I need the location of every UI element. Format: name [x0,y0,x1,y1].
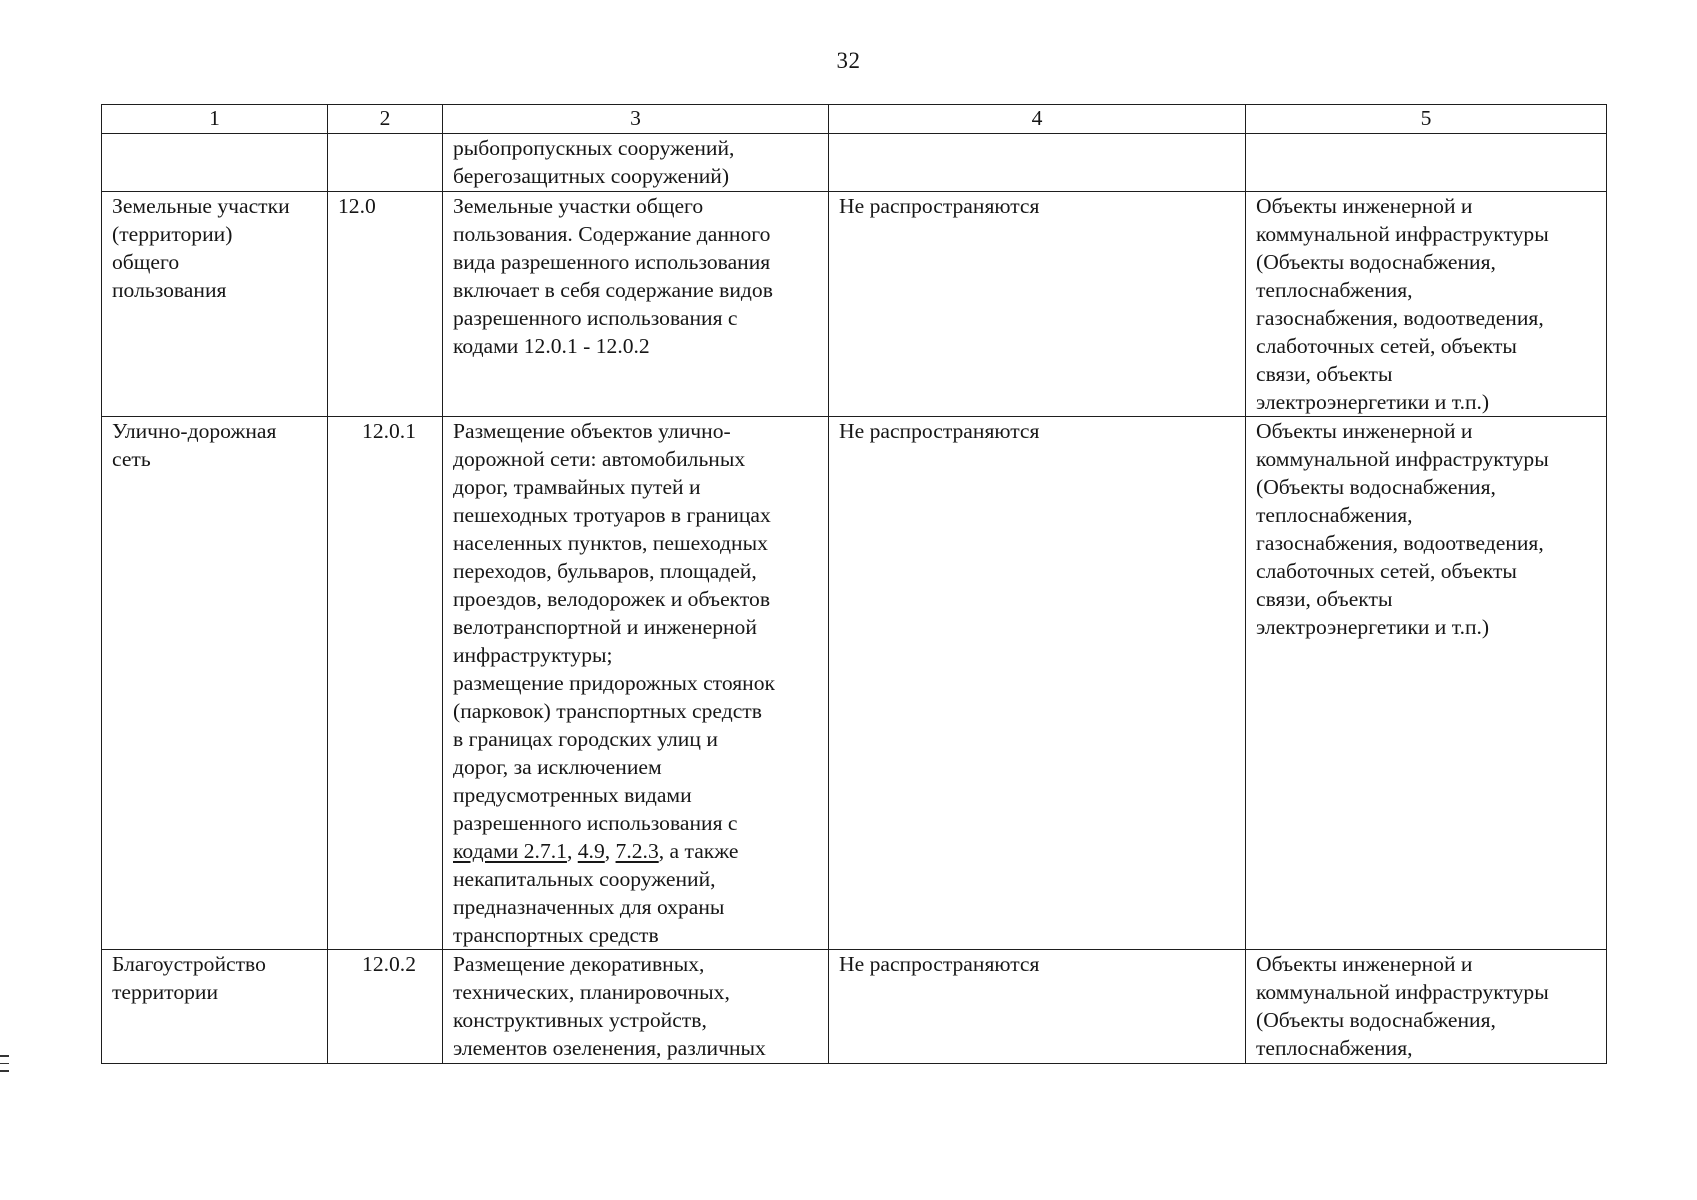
objects-line: связи, объекты [1256,587,1393,611]
description-line: берегозащитных сооружений) [453,164,730,188]
header-row [102,105,1607,134]
objects-line: (Объекты водоснабжения, [1256,250,1496,274]
table-row [102,192,1607,417]
description-line: населенных пунктов, пешеходных [453,531,768,555]
table-row [102,417,1607,950]
objects-line: Объекты инженерной и [1256,419,1473,443]
objects-line: коммунальной инфраструктуры [1256,447,1549,471]
description-cell [443,134,829,192]
name-line: (территории) [112,222,233,246]
restriction-cell [829,134,1246,192]
description-line: транспортных средств [453,923,659,947]
objects-cell [1246,134,1607,192]
objects-line: Объекты инженерной и [1256,952,1473,976]
name-cell [102,950,328,1064]
description-line: технических, планировочных, [453,980,730,1004]
header-col-2: 2 [328,105,443,134]
code-reference-link[interactable]: 4.9 [577,839,605,863]
description-line: предусмотренных видами [453,783,692,807]
description-cell [443,192,829,417]
objects-line: (Объекты водоснабжения, [1256,475,1496,499]
description-line: дорог, за исключением [453,755,662,779]
description-cell [443,950,829,1064]
name-line: территории [112,980,219,1004]
objects-line: теплоснабжения, [1256,278,1413,302]
name-line: общего [112,250,180,274]
scan-mark [0,1055,9,1057]
name-line: пользования [112,278,227,302]
objects-line: (Объекты водоснабжения, [1256,1008,1496,1032]
code-cell [328,134,443,192]
description-line: дорог, трамвайных путей и [453,475,701,499]
name-cell [102,417,328,950]
description-line: дорожной сети: автомобильных [453,447,746,471]
code-cell: 12.0.2 [328,950,443,1064]
name-cell [102,192,328,417]
name-line: Улично-дорожная [112,419,277,443]
description-line: предназначенных для охраны [453,895,725,919]
description-line: кодами 12.0.1 - 12.0.2 [453,334,650,358]
ref-tail: , а также [658,839,739,863]
objects-line: теплоснабжения, [1256,503,1413,527]
description-refs-line [453,837,818,865]
restriction-cell: Не распространяются [829,417,1246,950]
page-number: 32 [836,48,861,73]
code-reference-link[interactable]: кодами 2.7.1 [453,839,567,863]
description-line: переходов, бульваров, площадей, [453,559,757,583]
description-cell [443,417,829,950]
objects-line: электроэнергетики и т.п.) [1256,390,1490,414]
description-line: элементов озеленения, различных [453,1036,766,1060]
land-use-table [101,104,1607,1064]
objects-line: электроэнергетики и т.п.) [1256,615,1490,639]
continuation-row [102,134,1607,192]
ref-separator: , [604,839,616,863]
table-row [102,950,1607,1064]
description-line: некапитальных сооружений, [453,867,716,891]
code-cell: 12.0.1 [328,417,443,950]
scan-mark [0,1070,9,1072]
description-line: Земельные участки общего [453,194,704,218]
objects-line: коммунальной инфраструктуры [1256,222,1549,246]
objects-line: связи, объекты [1256,362,1393,386]
description-line: в границах городских улиц и [453,727,718,751]
ref-separator: , [566,839,578,863]
restriction-cell: Не распространяются [829,192,1246,417]
name-line: Благоустройство [112,952,266,976]
name-line: Земельные участки [112,194,290,218]
objects-line: Объекты инженерной и [1256,194,1473,218]
description-line: (парковок) транспортных средств [453,699,762,723]
objects-line: газоснабжения, водоотведения, [1256,306,1544,330]
description-line: инфраструктуры; [453,643,613,667]
objects-line: теплоснабжения, [1256,1036,1413,1060]
header-col-1: 1 [102,105,328,134]
objects-line: слаботочных сетей, объекты [1256,559,1517,583]
name-cell [102,134,328,192]
code-reference-link[interactable]: 7.2.3 [615,839,659,863]
description-line: включает в себя содержание видов [453,278,773,302]
restriction-cell: Не распространяются [829,950,1246,1064]
scan-mark [0,1063,9,1065]
objects-line: газоснабжения, водоотведения, [1256,531,1544,555]
header-col-3: 3 [443,105,829,134]
description-line: Размещение объектов улично- [453,419,731,443]
objects-cell [1246,950,1607,1064]
description-line: пользования. Содержание данного [453,222,771,246]
description-line: размещение придорожных стоянок [453,671,775,695]
description-line: разрешенного использования с [453,306,738,330]
description-line: Размещение декоративных, [453,952,705,976]
header-col-5: 5 [1246,105,1607,134]
code-cell: 12.0 [328,192,443,417]
description-line: пешеходных тротуаров в границах [453,503,771,527]
description-line: проездов, велодорожек и объектов [453,587,771,611]
name-line: сеть [112,447,151,471]
description-line: разрешенного использования с [453,811,738,835]
objects-line: коммунальной инфраструктуры [1256,980,1549,1004]
objects-line: слаботочных сетей, объекты [1256,334,1517,358]
description-line: вида разрешенного использования [453,250,771,274]
scan-margin-marks [0,1055,12,1078]
description-line: велотранспортной и инженерной [453,615,757,639]
description-line: рыбопропускных сооружений, [453,136,735,160]
header-col-4: 4 [829,105,1246,134]
description-line: конструктивных устройств, [453,1008,707,1032]
objects-cell [1246,192,1607,417]
objects-cell [1246,417,1607,950]
